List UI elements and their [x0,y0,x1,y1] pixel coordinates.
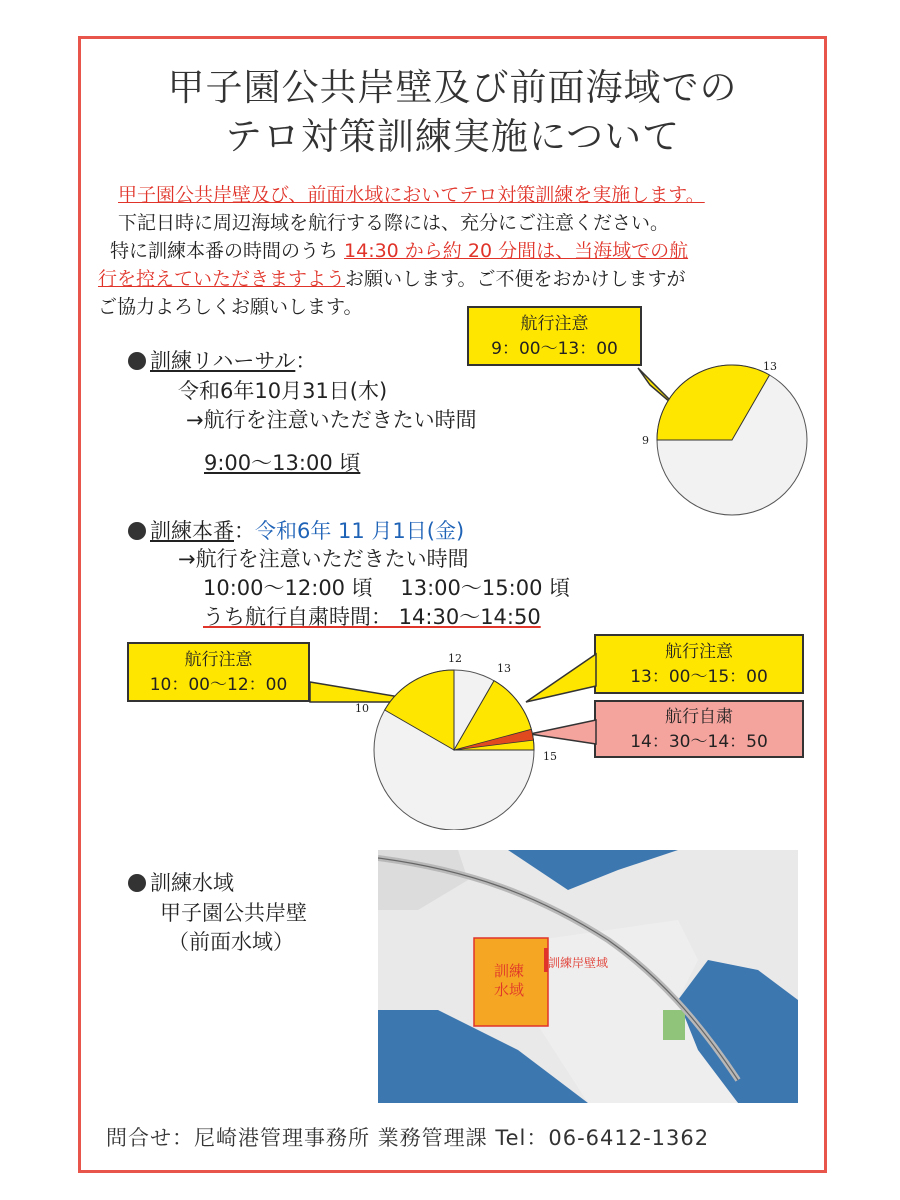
area-line2: （前面水域） [168,930,294,954]
map-label-wall: 訓練岸壁域 [548,956,609,970]
rehearsal-clock-chart [560,350,820,530]
main-clock-chart [300,640,620,830]
rehearsal-time: 9:00～13:00 頃 [204,451,361,475]
intro-line4 [98,264,686,291]
intro-line1: 甲子園公共岸壁及び、前面水域においてテロ対策訓練を実施します。 [118,184,705,206]
map-label-area: 訓練 水域 [494,962,525,999]
area-map [378,850,798,1103]
page-title-line2: テロ対策訓練実施について [224,115,681,158]
main-callout-afternoon: 航行注意 13：00～15：00 [594,634,804,694]
clock-label-13: 13 [763,360,777,373]
intro-line3-text: 特に訓練本番の時間のうち [110,240,339,262]
main-callout-restrict: 航行自粛 14：30～14：50 [594,700,804,758]
clock-label-10: 10 [355,702,369,715]
main-times: 10:00～12:00 頃 13:00～15:00 頃 [203,576,571,600]
callout-pointer-restrict [530,720,596,744]
clock-label-15: 15 [543,750,557,763]
intro-line4-text: お願いします。ご不便をおかけしますが [345,268,686,290]
main-callout-morning: 航行注意 10：00～12：00 [127,642,310,702]
rehearsal-note: →航行を注意いただきたい時間 [186,408,477,432]
main-note: →航行を注意いただきたい時間 [178,547,469,571]
park-area [663,1010,685,1040]
intro-line2: 下記日時に周辺海域を航行する際には、充分にご注意ください。 [118,212,670,234]
clock-label-13: 13 [497,662,511,675]
bullet-icon [128,522,146,540]
intro-line3 [110,236,688,263]
clock-label-9: 9 [642,434,649,447]
page-title-line1: 甲子園公共岸壁及び前面海域での [167,66,738,109]
area-line1: 甲子園公共岸壁 [160,901,307,925]
main-date: 令和6年 11 月1日(金) [255,519,465,543]
rehearsal-date: 令和6年10月31日(木) [178,379,388,403]
bullet-icon [128,874,146,892]
intro-line5: ご協力よろしくお願いします。 [98,296,363,318]
callout-pointer-right [526,654,596,702]
map-graphic [378,850,798,1103]
main-restrict-time: うち航行自粛時間： 14:30～14:50 [203,605,541,629]
intro-line3-highlight: 14:30 から約 20 分間は、当海域での航 [344,240,689,262]
bullet-icon [128,352,146,370]
rehearsal-heading: 訓練リハーサル： [128,345,316,375]
main-heading: 訓練本番：令和6年 11 月1日(金) [128,515,464,545]
clock-label-12: 12 [448,652,462,665]
area-heading: 訓練水域 [128,867,234,897]
contact-footer: 問合せ：尼崎港管理事務所 業務管理課 Tel：06-6412-1362 [106,1126,710,1150]
intro-line4-highlight: 行を控えていただきますよう [98,268,346,290]
rehearsal-callout: 航行注意 9：00～13：00 [467,306,642,366]
